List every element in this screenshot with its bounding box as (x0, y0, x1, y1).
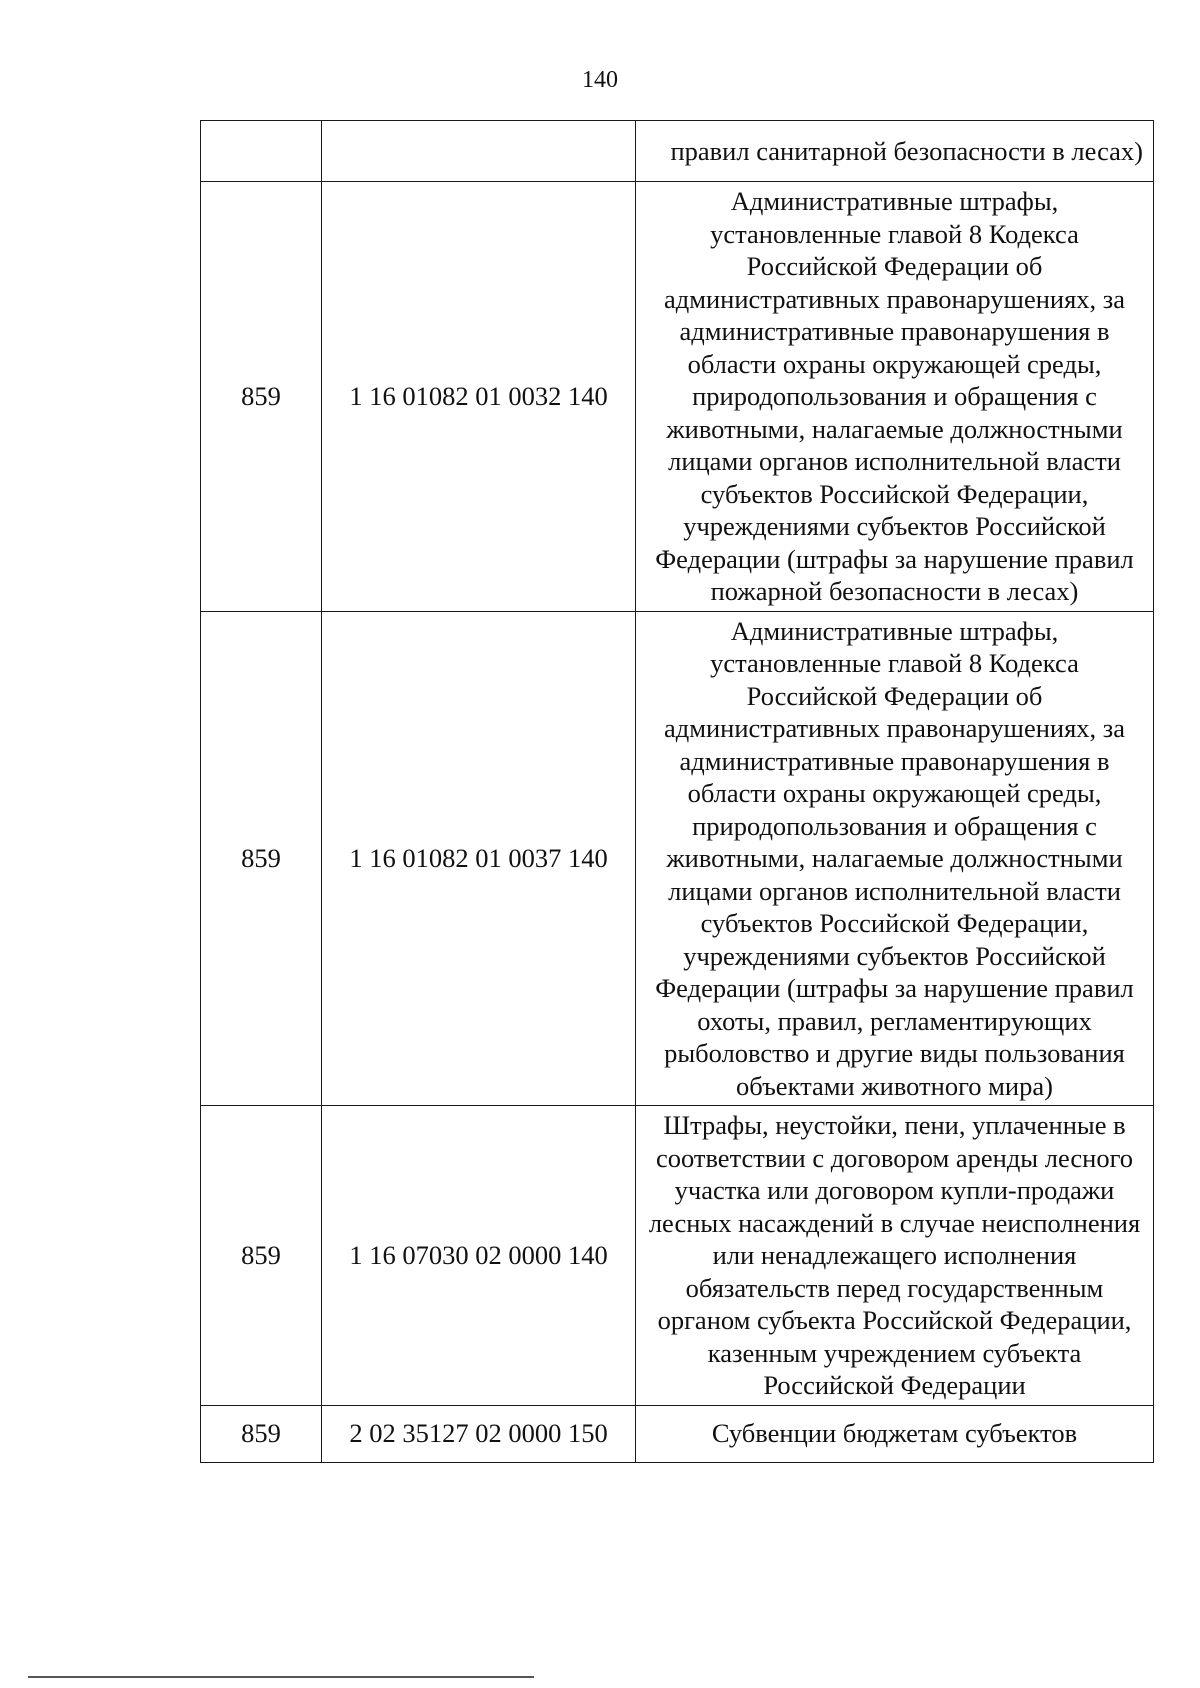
admin-code-cell: 859 (201, 1106, 322, 1406)
budget-code-cell: 1 16 01082 01 0032 140 (322, 182, 636, 612)
description-text: Штрафы, неустойки, пени, уплаченные в соответствии с договором аренды лесного участка или договором купли-продажи лесных насаждений в случае неисполнения или ненадлежащего исполнения обязательств перед государственным органом субъекта Российской Федерации, казенным учреждением субъекта Российской Федерации (648, 1110, 1141, 1400)
table-row (201, 611, 1154, 1106)
table-row (201, 182, 1154, 612)
description-cell (636, 182, 1154, 612)
description-cell (636, 611, 1154, 1106)
budget-code-cell: 2 02 35127 02 0000 150 (322, 1405, 636, 1462)
budget-code-cell: 1 16 07030 02 0000 140 (322, 1106, 636, 1406)
description-text: Административные штрафы, установленные главой 8 Кодекса Российской Федерации об административных правонарушениях, за административные правонарушения в области охраны окружающей среды, природопользования и обращения с животными, налагаемые должностными лицами органов исполнительной власти субъектов Российской Федерации, учреждениями субъектов Российской Федерации (штрафы за нарушение правил пожарной безопасности в лесах) (655, 186, 1134, 606)
revenue-codes-table (200, 120, 1154, 1463)
description-text: Административные штрафы, установленные главой 8 Кодекса Российской Федерации об административных правонарушениях, за административные правонарушения в области охраны окружающей среды, природопользования и обращения с животными, налагаемые должностными лицами органов исполнительной власти субъектов Российской Федерации, учреждениями субъектов Российской Федерации (штрафы за нарушение правил охоты, правил, регламентирующих рыболовство и другие виды пользования объектами животного мира) (655, 615, 1134, 1101)
admin-code-cell: 859 (201, 182, 322, 612)
description-text: правил санитарной безопасности в лесах) (670, 135, 1143, 166)
budget-code-cell (322, 121, 636, 182)
table-row (201, 121, 1154, 182)
description-cell (636, 1106, 1154, 1406)
footer-rule (28, 1676, 534, 1678)
description-text: Субвенции бюджетам субъектов (711, 1418, 1078, 1449)
admin-code-cell (201, 121, 322, 182)
budget-code-cell: 1 16 01082 01 0037 140 (322, 611, 636, 1106)
table-row (201, 1405, 1154, 1462)
admin-code-cell: 859 (201, 611, 322, 1106)
table-row (201, 1106, 1154, 1406)
description-cell (636, 121, 1154, 182)
description-cell (636, 1405, 1154, 1462)
admin-code-cell: 859 (201, 1405, 322, 1462)
page-number: 140 (582, 67, 618, 93)
